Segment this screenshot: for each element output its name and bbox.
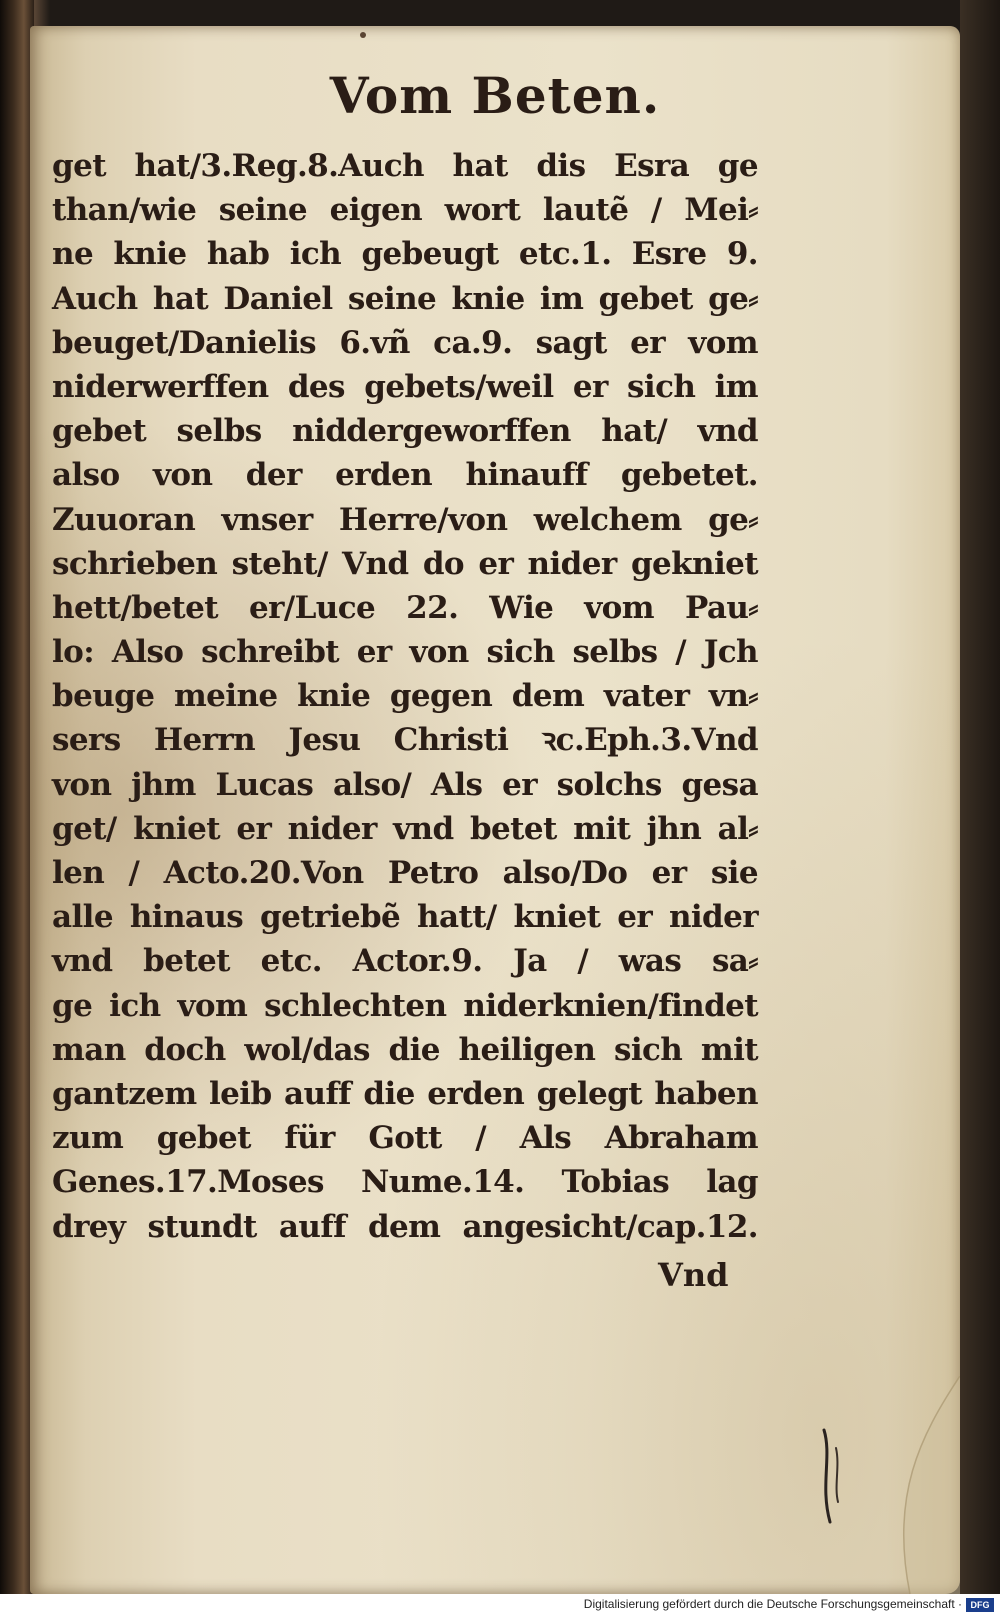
text-line: beuge meine knie gegen dem vater vn⸗ (52, 678, 758, 715)
text-line: gantzem leib auff die erden gelegt haben (52, 1075, 758, 1112)
text-line: niderwerffen des gebets/weil er sich im (52, 368, 758, 405)
text-line: ne knie hab ich gebeugt etc.1. Esre 9. (52, 236, 758, 273)
text-line: gebet selbs niddergeworffen hat/ vnd (52, 413, 758, 450)
text-line: len / Acto.20.Von Petro also/Do er sie (52, 855, 758, 891)
text-line: zum gebet für Gott / Als Abraham (52, 1120, 758, 1157)
text-line: von jhm Lucas also/ Als er solchs gesa (52, 766, 758, 803)
text-line: man doch wol/das die heiligen sich mit (52, 1031, 758, 1068)
text-line: schrieben steht/ Vnd do er nider gekniet (52, 545, 758, 582)
book-spine-edge (0, 0, 34, 1616)
text-line: drey stundt auff dem angesicht/cap.12. (52, 1208, 758, 1245)
book-fore-edge (960, 0, 1000, 1616)
text-line: beuget/Danielis 6.vñ ca.9. sagt er vom (52, 324, 758, 361)
running-head: Vom Beten. (329, 66, 661, 125)
catchword: Vnd (658, 1256, 729, 1294)
dfg-logo: DFG (966, 1598, 994, 1612)
book-page (30, 26, 960, 1594)
paper-blemish (360, 32, 366, 38)
text-line: Genes.17.Moses Nume.14. Tobias lag (52, 1164, 758, 1201)
body-text (52, 144, 758, 1249)
pencil-mark-icon (810, 1426, 850, 1526)
text-line: than/wie seine eigen wort lautẽ / Mei⸗ (52, 192, 758, 229)
footer-bar (0, 1594, 1000, 1616)
text-line: Zuuoran vnser Herre/von welchem ge⸗ (52, 501, 758, 538)
text-line: Auch hat Daniel seine knie im gebet ge⸗ (52, 280, 758, 317)
text-line: hett/betet er/Luce 22. Wie vom Pau⸗ (52, 589, 758, 626)
digitization-credit: Digitalisierung gefördert durch die Deutsche Forschungsgemeinschaft · (583, 1597, 962, 1611)
text-line: also von der erden hinauff gebetet. (52, 457, 758, 494)
text-line: get hat/3.Reg.8.Auch hat dis Esra ge (52, 148, 758, 184)
text-line: alle hinaus getriebẽ hatt/ kniet er nider (52, 899, 758, 936)
page-corner-fold (850, 1376, 960, 1594)
text-line: lo: Also schreibt er von sich selbs / Jch (52, 634, 758, 671)
text-line: sers Herrn Jesu Christi ꝛc.Eph.3.Vnd (52, 722, 758, 759)
text-line: vnd betet etc. Actor.9. Ja / was sa⸗ (52, 943, 758, 980)
text-line: ge ich vom schlechten niderknien/findet (52, 987, 758, 1024)
text-line: get/ kniet er nider vnd betet mit jhn al⸗ (52, 810, 758, 847)
